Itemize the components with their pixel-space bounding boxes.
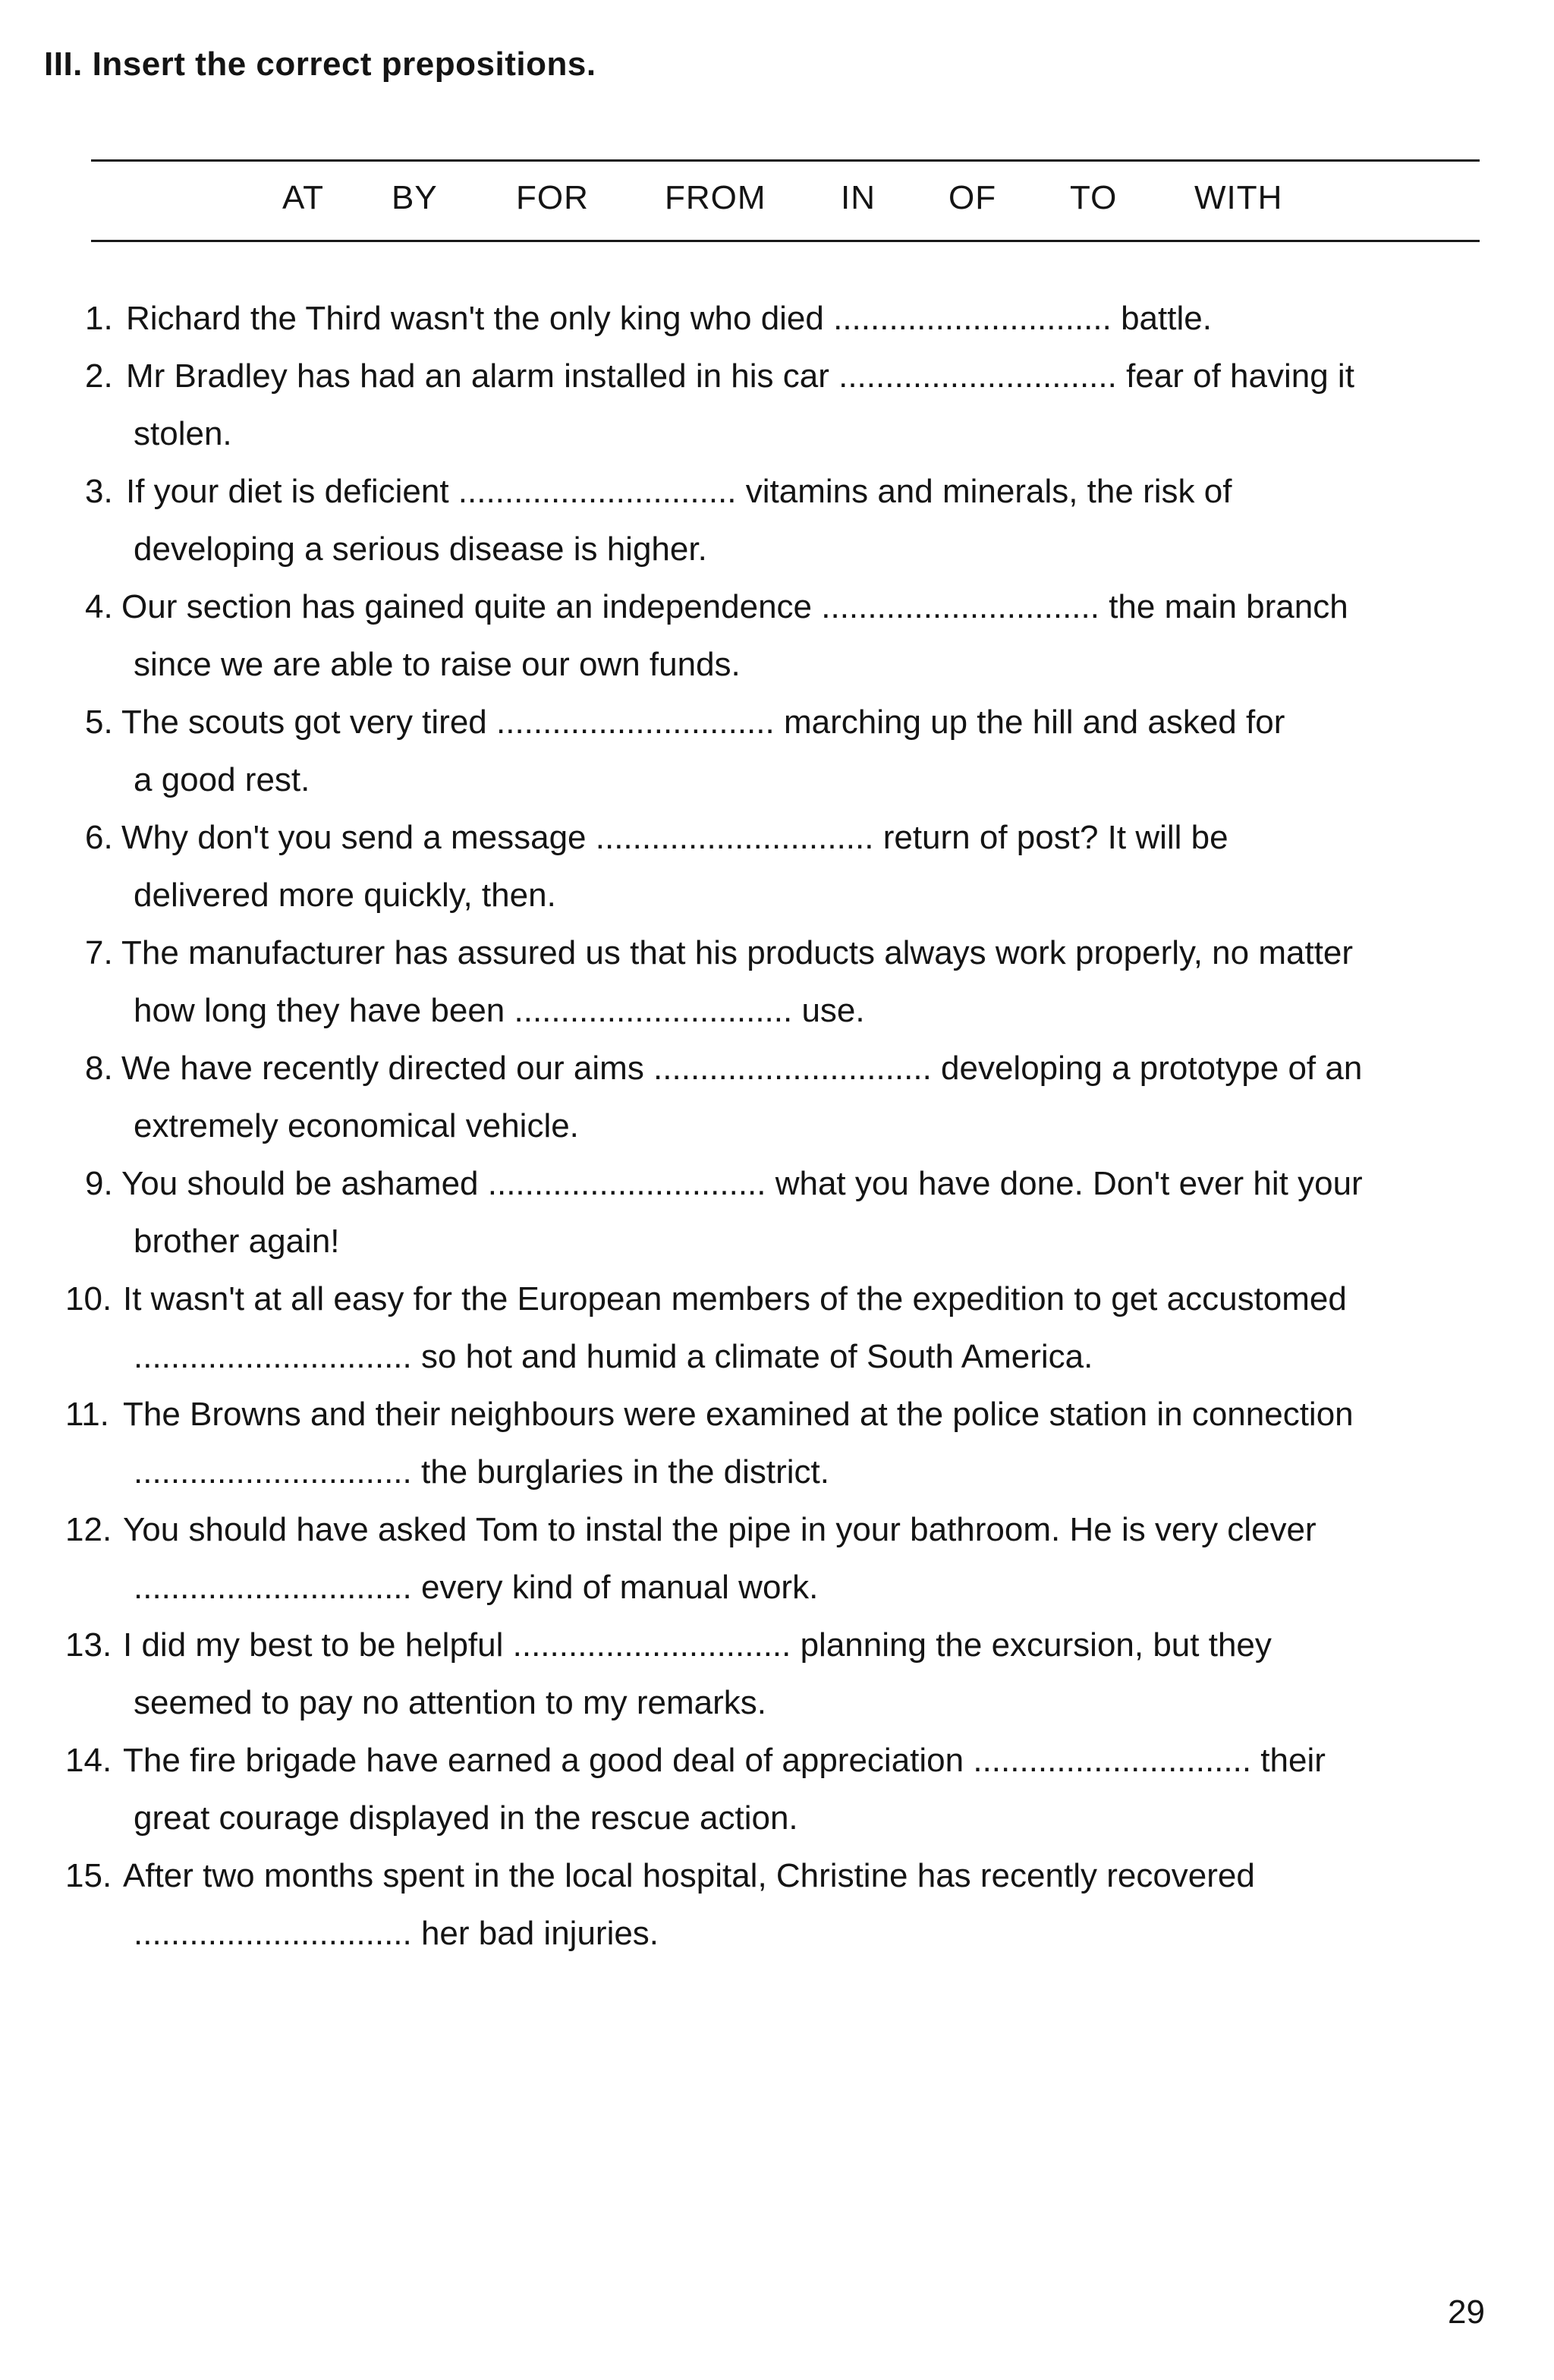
word-bank-item: WITH bbox=[1194, 179, 1283, 216]
word-bank bbox=[0, 179, 1554, 225]
item-number: 2. bbox=[85, 357, 113, 395]
item-text: It wasn't at all easy for the European members of the expedition to get accustomed bbox=[123, 1280, 1347, 1318]
exercise-line bbox=[0, 1796, 1554, 1853]
exercise-item bbox=[0, 1738, 1554, 1853]
item-text: Why don't you send a message .............................. return of post? It will be bbox=[121, 819, 1228, 856]
item-number: 8. bbox=[85, 1050, 113, 1087]
item-number: 12. bbox=[65, 1511, 112, 1548]
item-text: The Browns and their neighbours were examined at the police station in connection bbox=[123, 1396, 1354, 1433]
item-text: developing a serious disease is higher. bbox=[134, 530, 707, 568]
exercise-line bbox=[0, 1565, 1554, 1623]
exercise-line bbox=[0, 1680, 1554, 1738]
exercise-line bbox=[0, 1623, 1554, 1680]
exercise-line bbox=[0, 757, 1554, 815]
word-bank-bottom-rule bbox=[91, 240, 1480, 242]
item-text: Our section has gained quite an independence .............................. the main branch bbox=[121, 588, 1348, 625]
exercise-item bbox=[0, 1507, 1554, 1623]
exercise-line bbox=[0, 1334, 1554, 1392]
item-text: Richard the Third wasn't the only king who died .............................. battle. bbox=[126, 300, 1212, 337]
exercise-item bbox=[0, 1161, 1554, 1277]
exercise-line bbox=[0, 1507, 1554, 1565]
exercise-line bbox=[0, 1161, 1554, 1219]
exercise-line bbox=[0, 700, 1554, 757]
word-bank-item: FROM bbox=[665, 179, 766, 216]
exercise-line bbox=[0, 1853, 1554, 1911]
item-text: great courage displayed in the rescue action. bbox=[134, 1799, 798, 1837]
exercise-line bbox=[0, 1046, 1554, 1103]
exercise-item bbox=[0, 930, 1554, 1046]
exercise-line bbox=[0, 1738, 1554, 1796]
exercise-line bbox=[0, 930, 1554, 988]
exercise-line bbox=[0, 1277, 1554, 1334]
exercise-item bbox=[0, 354, 1554, 469]
item-number: 5. bbox=[85, 704, 113, 741]
item-number: 9. bbox=[85, 1165, 113, 1202]
exercise-items bbox=[0, 296, 1554, 1969]
exercise-item bbox=[0, 700, 1554, 815]
exercise-heading: III. Insert the correct prepositions. bbox=[44, 46, 596, 83]
exercise-line bbox=[0, 584, 1554, 642]
exercise-item bbox=[0, 1392, 1554, 1507]
item-text: stolen. bbox=[134, 415, 232, 452]
item-text: You should be ashamed .............................. what you have done. Don't ever hit your bbox=[121, 1165, 1363, 1202]
item-text: .............................. her bad injuries. bbox=[134, 1915, 659, 1952]
item-text: If your diet is deficient .............................. vitamins and minerals, the risk of bbox=[126, 473, 1232, 510]
word-bank-item: OF bbox=[948, 179, 997, 216]
exercise-item bbox=[0, 296, 1554, 354]
item-text: The manufacturer has assured us that his products always work properly, no matter bbox=[121, 934, 1354, 971]
word-bank-item: IN bbox=[841, 179, 876, 216]
exercise-item bbox=[0, 584, 1554, 700]
word-bank-item: FOR bbox=[516, 179, 589, 216]
item-number: 7. bbox=[85, 934, 113, 971]
item-number: 14. bbox=[65, 1742, 112, 1779]
item-text: .............................. the burglaries in the district. bbox=[134, 1453, 829, 1491]
exercise-item bbox=[0, 1046, 1554, 1161]
item-text: After two months spent in the local hospital, Christine has recently recovered bbox=[123, 1857, 1255, 1894]
item-text: We have recently directed our aims .............................. developing a prototype of an bbox=[121, 1050, 1363, 1087]
exercise-line bbox=[0, 1103, 1554, 1161]
exercise-line bbox=[0, 527, 1554, 584]
exercise-line bbox=[0, 988, 1554, 1046]
item-text: I did my best to be helpful .............................. planning the excursion, but they bbox=[123, 1626, 1272, 1664]
item-text: brother again! bbox=[134, 1223, 340, 1260]
exercise-line bbox=[0, 1911, 1554, 1969]
word-bank-item: BY bbox=[392, 179, 438, 216]
exercise-item bbox=[0, 1853, 1554, 1969]
item-text: .............................. every kind of manual work. bbox=[134, 1569, 819, 1606]
item-text: how long they have been .............................. use. bbox=[134, 992, 865, 1029]
exercise-item bbox=[0, 469, 1554, 584]
exercise-item bbox=[0, 1623, 1554, 1738]
item-text: The fire brigade have earned a good deal of appreciation .............................. their bbox=[123, 1742, 1326, 1779]
word-bank-top-rule bbox=[91, 159, 1480, 162]
item-number: 10. bbox=[65, 1280, 112, 1318]
exercise-line bbox=[0, 1450, 1554, 1507]
item-text: .............................. so hot and humid a climate of South America. bbox=[134, 1338, 1093, 1375]
exercise-line bbox=[0, 411, 1554, 469]
item-number: 13. bbox=[65, 1626, 112, 1664]
item-number: 15. bbox=[65, 1857, 112, 1894]
item-text: The scouts got very tired .............................. marching up the hill and asked for bbox=[121, 704, 1285, 741]
exercise-item bbox=[0, 815, 1554, 930]
item-text: extremely economical vehicle. bbox=[134, 1107, 579, 1144]
exercise-line bbox=[0, 642, 1554, 700]
item-number: 4. bbox=[85, 588, 113, 625]
item-text: Mr Bradley has had an alarm installed in his car .............................. fear of having it bbox=[126, 357, 1354, 395]
item-text: since we are able to raise our own funds. bbox=[134, 646, 741, 683]
exercise-line bbox=[0, 354, 1554, 411]
item-number: 6. bbox=[85, 819, 113, 856]
item-number: 11. bbox=[65, 1396, 109, 1433]
item-text: a good rest. bbox=[134, 761, 310, 798]
item-text: You should have asked Tom to instal the pipe in your bathroom. He is very clever bbox=[123, 1511, 1316, 1548]
item-number: 3. bbox=[85, 473, 113, 510]
exercise-line bbox=[0, 815, 1554, 873]
exercise-line bbox=[0, 469, 1554, 527]
exercise-line bbox=[0, 873, 1554, 930]
page-number: 29 bbox=[1448, 2293, 1485, 2331]
item-text: delivered more quickly, then. bbox=[134, 877, 556, 914]
item-number: 1. bbox=[85, 300, 113, 337]
word-bank-item: TO bbox=[1070, 179, 1118, 216]
item-text: seemed to pay no attention to my remarks. bbox=[134, 1684, 766, 1721]
exercise-line bbox=[0, 1219, 1554, 1277]
exercise-line bbox=[0, 296, 1554, 354]
exercise-line bbox=[0, 1392, 1554, 1450]
word-bank-item: AT bbox=[282, 179, 324, 216]
exercise-item bbox=[0, 1277, 1554, 1392]
